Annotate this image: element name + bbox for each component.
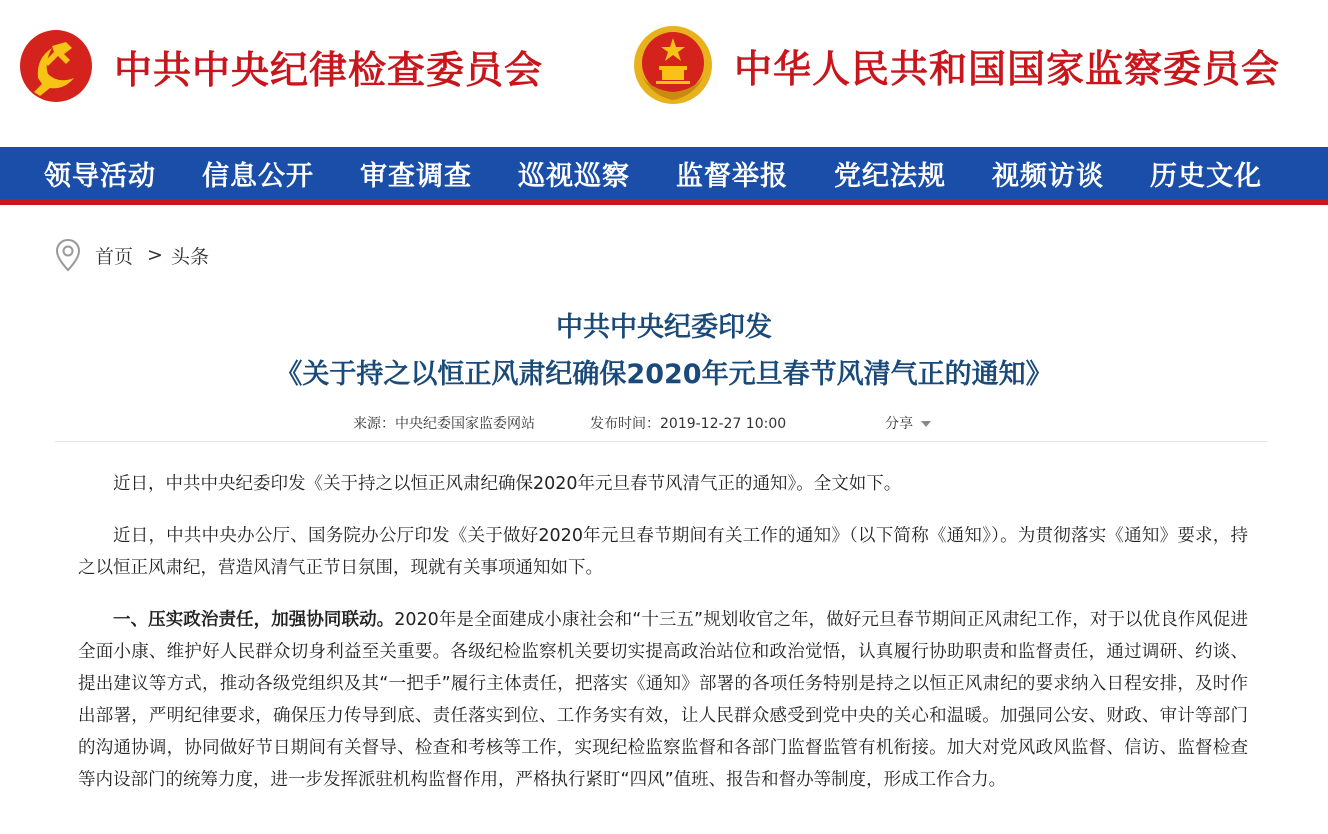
site-header [0,0,1328,147]
nsc-brand[interactable] [632,24,1280,106]
paragraph-text: 近日，中共中央办公厅、国务院办公厅印发《关于做好2020年元旦春节期间有关工作的通知》（以下简称《通知》）。为贯彻落实《通知》要求，持之以恒正风肃纪，营造风清气正节日氛围，现就有关事项通知如下。 [78,526,1248,578]
article-paragraph [78,520,1248,584]
article-paragraph [78,604,1248,796]
nav-item-regulations[interactable]: 党纪法规 [834,160,946,192]
nsc-title: 中华人民共和国国家监察委员会 [734,45,1281,91]
meta-divider [55,441,1267,442]
cpc-ccdi-brand[interactable] [18,28,543,104]
article-paragraph [78,468,1248,500]
article-title-line1: 中共中央纪委印发 [556,312,772,343]
paragraph-lead: 一、压实政治责任，加强协同联动。 [113,610,395,630]
article-title-line2: 《关于持之以恒正风肃纪确保2020年元旦春节风清气正的通知》 [275,359,1053,390]
breadcrumb [55,238,209,272]
cpc-ccdi-title: 中共中央纪律检查委员会 [114,46,544,92]
breadcrumb-current-link[interactable]: 头条 [170,245,209,268]
national-emblem-icon [632,24,714,106]
nav-item-history[interactable]: 历史文化 [1150,160,1262,192]
article-publish-time: 发布时间：2019-12-27 10:00 [590,416,787,432]
location-pin-icon [55,238,81,272]
breadcrumb-separator: > [147,244,163,266]
nav-item-inspection[interactable]: 巡视巡察 [518,160,630,192]
nav-item-report[interactable]: 监督举报 [676,160,788,192]
main-nav [0,147,1328,199]
nav-item-leadership[interactable]: 领导活动 [44,160,156,192]
party-emblem-icon [18,28,94,104]
paragraph-text: 2020年是全面建成小康社会和“十三五”规划收官之年，做好元旦春节期间正风肃纪工作，对于以优良作风促进全面小康、维护好人民群众切身利益至关重要。各级纪检监察机关要切实提高政治站位和政治觉悟，认真履行协助职责和监督责任，通过调研、约谈、提出建议等方式，推动各级党组织及其“一把手”履行主体责任，把落实《通知》部署的各项任务特别是持之以恒正风肃纪的要求纳入日程安排，及时作出部署，严明纪律要求，确保压力传导到底、责任落实到位、工作务实有效，让人民群众感受到党中央的关心和温暖。加强同公安、财政、审计等部门的沟通协调，协同做好节日期间有关督导、检查和考核等工作，实现纪检监察监督和各部门监督监管有机衔接。加大对党风政风监督、信访、监督检查等内设部门的统筹力度，进一步发挥派驻机构监督作用，严格执行紧盯“四风”值班、报告和督办等制度，形成工作合力。 [78,610,1249,790]
nav-item-info-disclosure[interactable]: 信息公开 [202,160,314,192]
article-body [78,468,1248,816]
nav-accent-bar [0,199,1328,205]
share-label: 分享 [885,416,913,432]
nav-item-video[interactable]: 视频访谈 [992,160,1104,192]
share-dropdown[interactable] [885,413,931,433]
nav-item-investigation[interactable]: 审查调查 [360,160,472,192]
chevron-down-icon [921,421,931,427]
paragraph-text: 近日，中共中央纪委印发《关于持之以恒正风肃纪确保2020年元旦春节风清气正的通知》。全文如下。 [113,474,902,494]
article-source: 来源：中央纪委国家监委网站 [353,416,535,432]
breadcrumb-home-link[interactable]: 首页 [95,245,134,268]
